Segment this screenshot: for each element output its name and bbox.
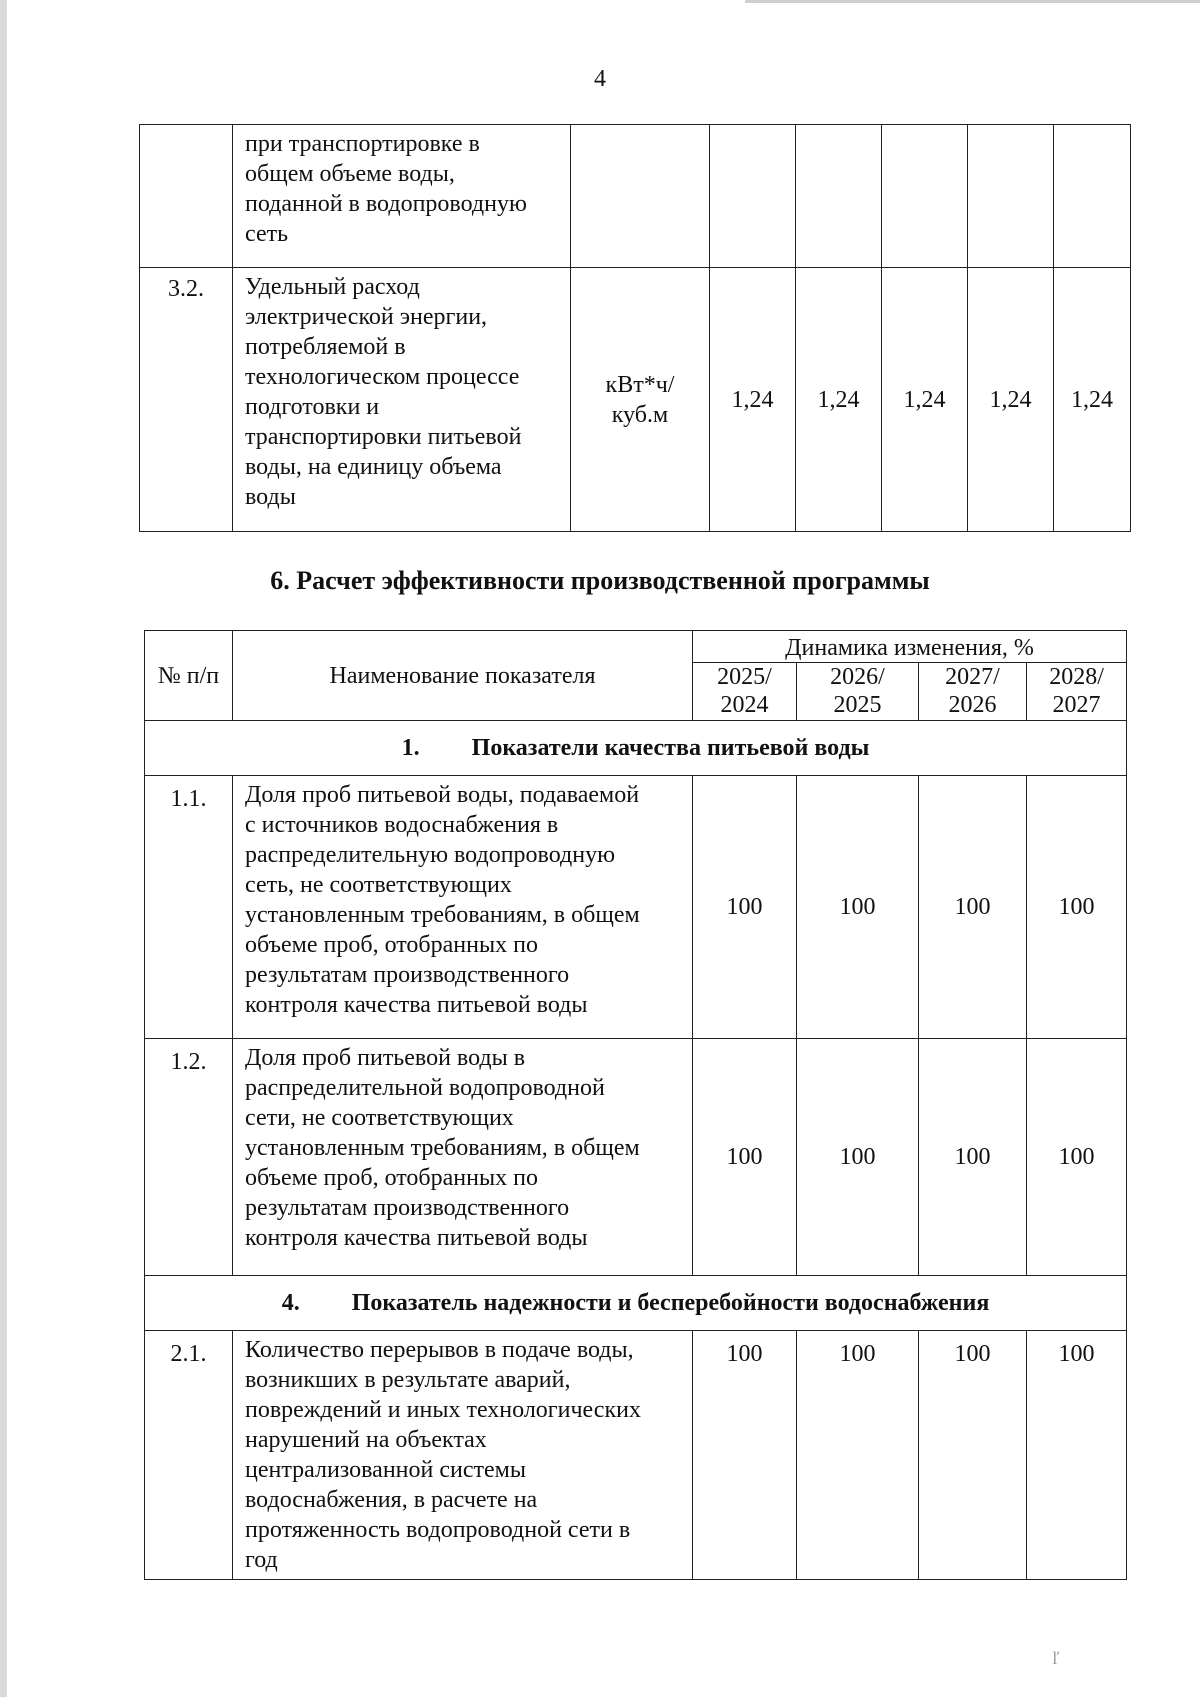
value-cell: 100 — [693, 1039, 797, 1276]
header-name: Наименование показателя — [233, 631, 693, 721]
table-row — [140, 268, 1131, 532]
table-row — [145, 1039, 1127, 1276]
unit-cell: кВт*ч/ куб.м — [571, 268, 710, 532]
row-number: 3.2. — [140, 268, 233, 532]
efficiency-table — [144, 630, 1127, 1580]
indicator-name: при транспортировке в общем объеме воды, поданной в водопроводную сеть — [233, 125, 571, 268]
group-title — [145, 721, 1127, 776]
value-cell: 100 — [797, 1039, 919, 1276]
value-cell: 100 — [693, 776, 797, 1039]
group-title — [145, 1276, 1127, 1331]
header-number: № п/п — [145, 631, 233, 721]
row-number: 1.1. — [145, 776, 233, 1039]
section-title: 6. Расчет эффективности производственной программы — [270, 566, 930, 595]
scan-edge-top — [745, 0, 1200, 3]
value-cell: 100 — [1027, 1039, 1127, 1276]
page-number: 4 — [594, 66, 606, 92]
value-cell: 1,24 — [968, 268, 1054, 532]
value-cell — [710, 125, 796, 268]
unit-cell — [571, 125, 710, 268]
row-number — [140, 125, 233, 268]
value-cell: 100 — [1027, 776, 1127, 1039]
value-cell: 100 — [797, 776, 919, 1039]
group-row — [145, 1276, 1127, 1331]
value-cell: 100 — [919, 776, 1027, 1039]
stray-mark: ľ — [1052, 1648, 1060, 1668]
value-cell — [968, 125, 1054, 268]
value-cell: 1,24 — [710, 268, 796, 532]
value-cell: 1,24 — [1054, 268, 1131, 532]
header-year: 2028/ 2027 — [1027, 663, 1127, 721]
row-number: 2.1. — [145, 1331, 233, 1580]
indicator-name: Удельный расход электрической энергии, потребляемой в технологическом процессе подготовки и транспортировки питьевой воды, на единицу объема воды — [233, 268, 571, 532]
indicator-name: Доля проб питьевой воды, подаваемой с источников водоснабжения в распределительную водопроводную сеть, не соответствующих установленным требованиям, в общем объеме проб, отобранных по результатам производственного контроля качества питьевой воды — [233, 776, 693, 1039]
indicator-name: Доля проб питьевой воды в распределительной водопроводной сети, не соответствующих установленным требованиям, в общем объеме проб, отобранных по результатам производственного контроля качества питьевой воды — [233, 1039, 693, 1276]
value-cell: 100 — [1027, 1331, 1127, 1580]
header-row — [145, 631, 1127, 663]
group-number: 1. — [401, 735, 420, 761]
header-year: 2025/ 2024 — [693, 663, 797, 721]
value-cell — [1054, 125, 1131, 268]
value-cell: 100 — [919, 1039, 1027, 1276]
table-row — [140, 125, 1131, 268]
group-label: Показатель надежности и бесперебойности водоснабжения — [351, 1290, 990, 1316]
header-year: 2026/ 2025 — [797, 663, 919, 721]
value-cell: 100 — [797, 1331, 919, 1580]
group-row — [145, 721, 1127, 776]
group-label: Показатели качества питьевой воды — [471, 735, 870, 761]
indicators-table-continued — [139, 124, 1131, 532]
header-dynamics: Динамика изменения, % — [693, 631, 1127, 663]
value-cell — [796, 125, 882, 268]
value-cell: 1,24 — [882, 268, 968, 532]
value-cell: 100 — [919, 1331, 1027, 1580]
indicator-name: Количество перерывов в подаче воды, возникших в результате аварий, повреждений и иных технологических нарушений на объектах централизованной системы водоснабжения, в расчете на протяженность водопроводной сети в год — [233, 1331, 693, 1580]
header-year: 2027/ 2026 — [919, 663, 1027, 721]
table-row — [145, 776, 1127, 1039]
value-cell: 100 — [693, 1331, 797, 1580]
value-cell — [882, 125, 968, 268]
group-number: 4. — [281, 1290, 300, 1316]
table-row — [145, 1331, 1127, 1580]
value-cell: 1,24 — [796, 268, 882, 532]
row-number: 1.2. — [145, 1039, 233, 1276]
scan-edge-left — [0, 0, 7, 1697]
